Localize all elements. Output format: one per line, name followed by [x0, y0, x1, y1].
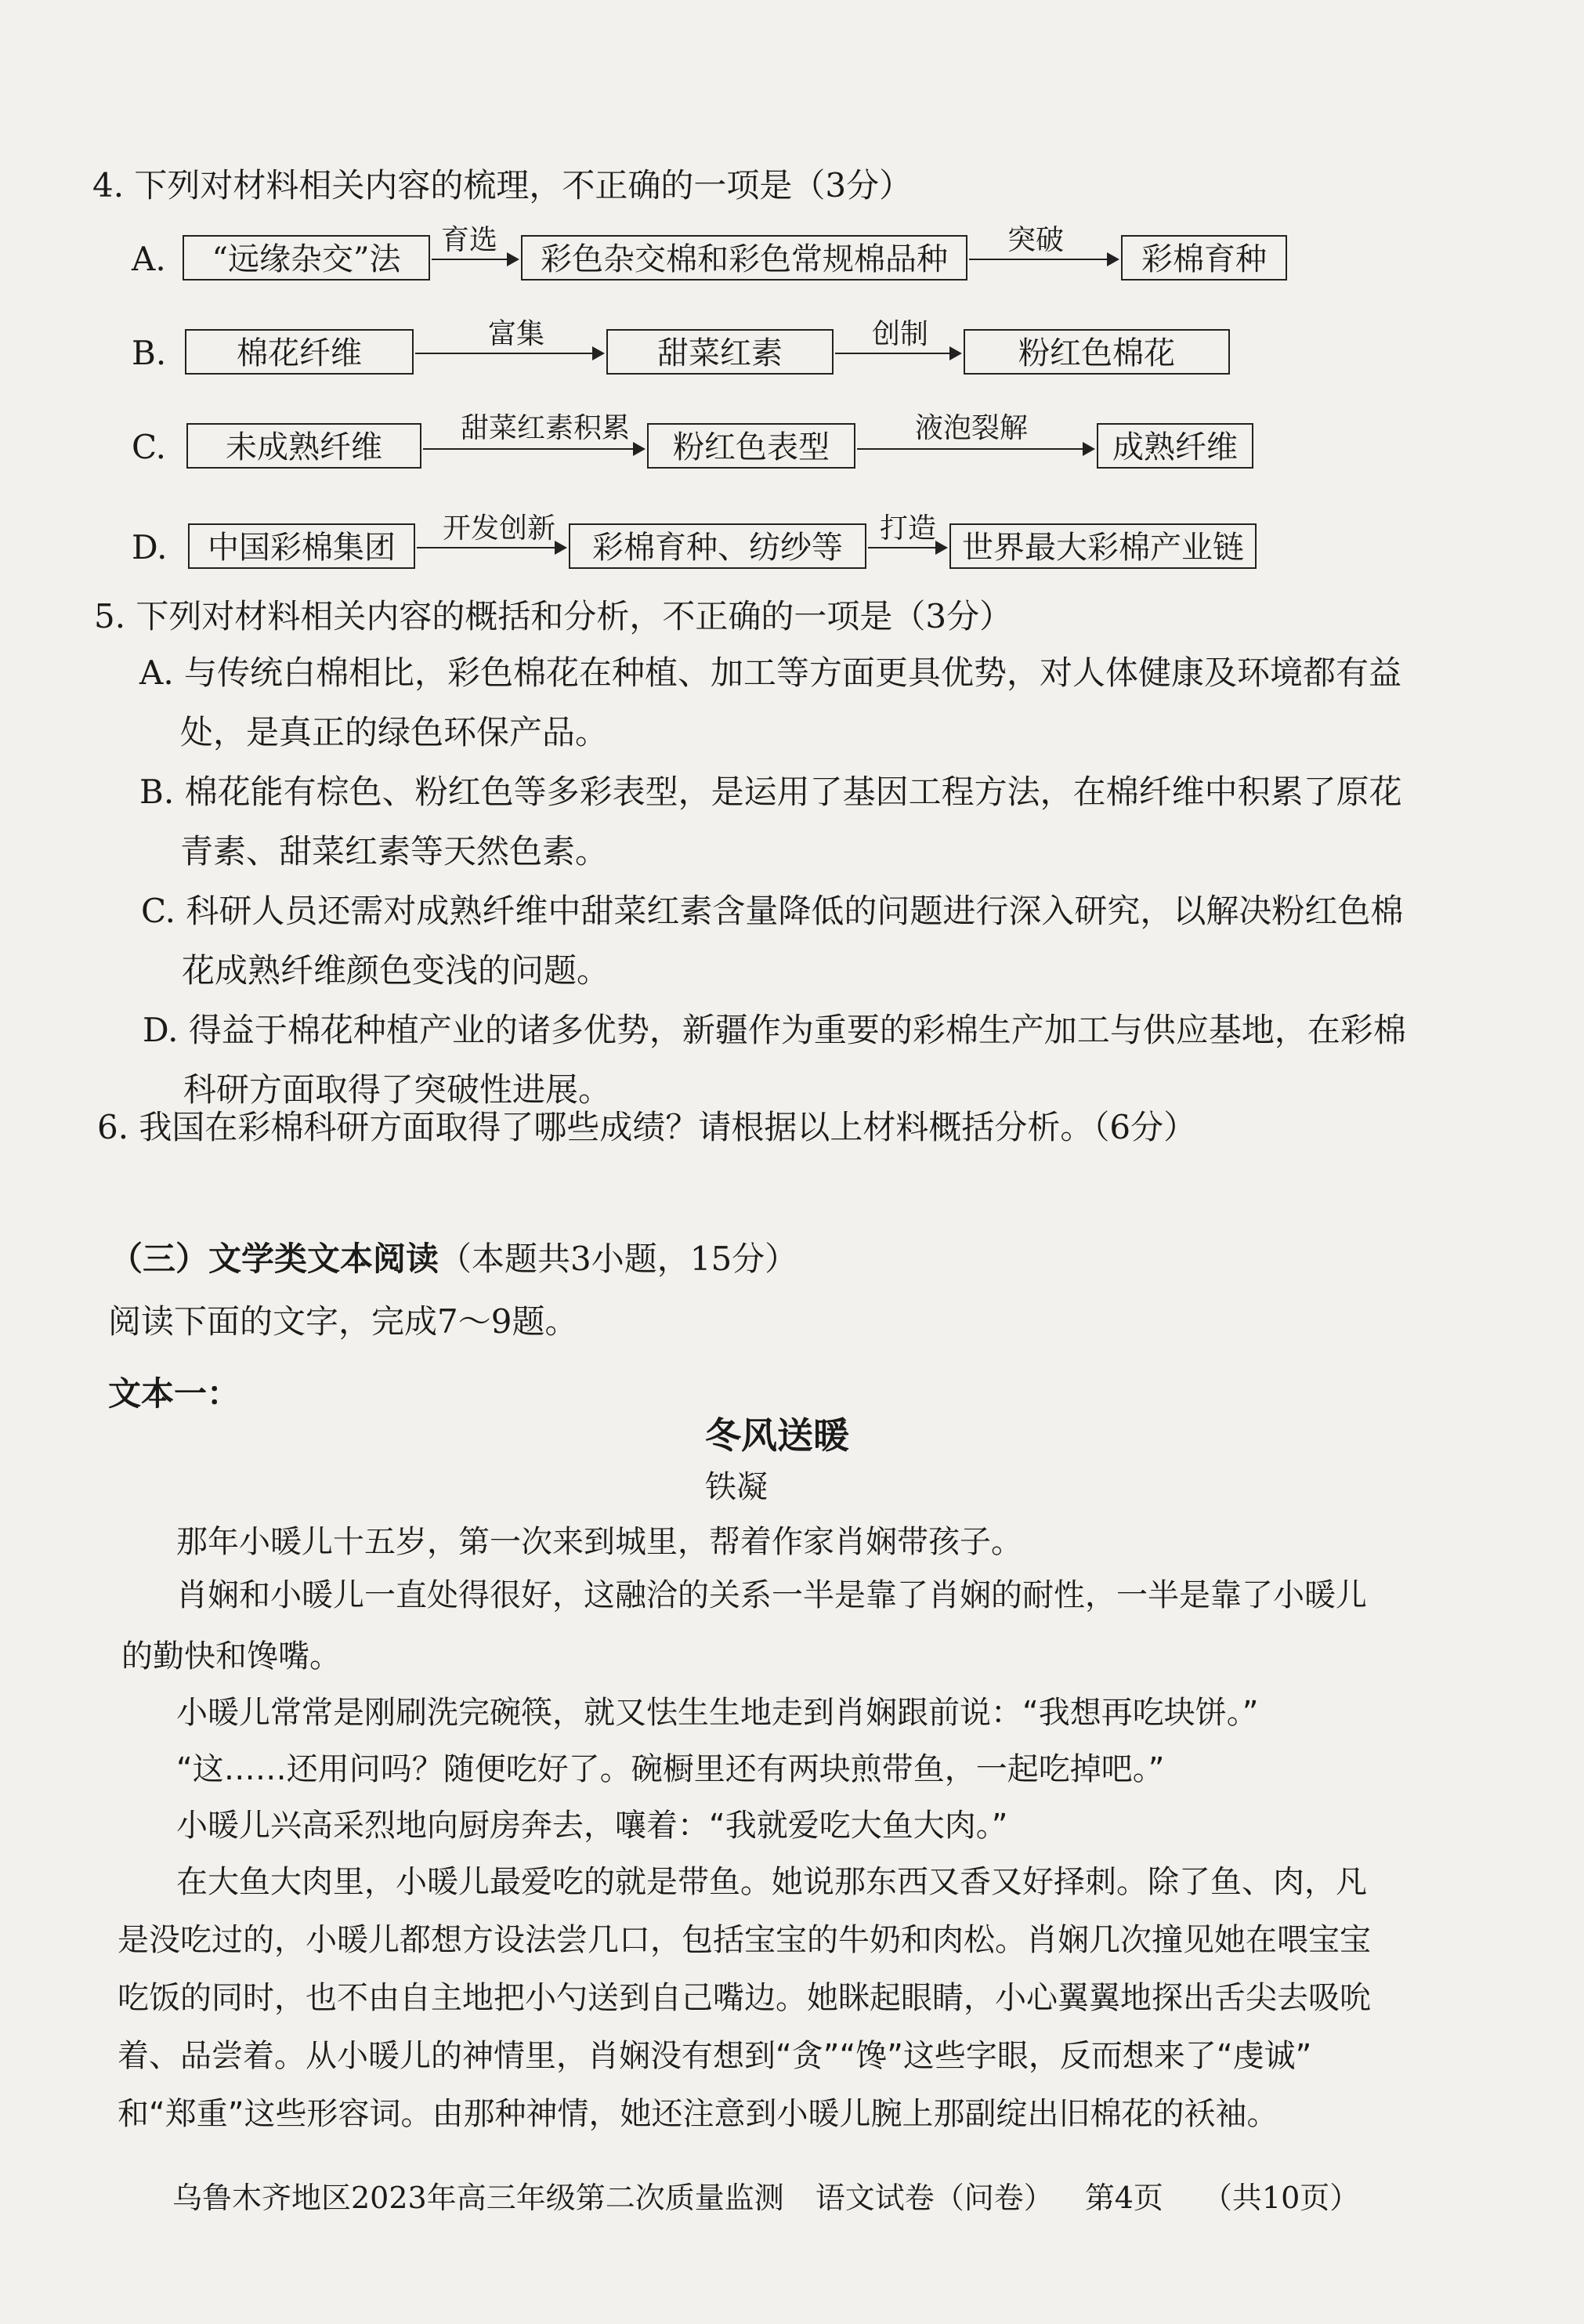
q5-option-c-line1: C. 科研人员还需对成熟纤维中甜菜红素含量降低的问题进行深入研究，以解决粉红色棉 — [141, 892, 1404, 930]
q5-option-b-line1: B. 棉花能有棕色、粉红色等多彩表型，是运用了基因工程方法，在棉纤维中积累了原花 — [139, 773, 1402, 811]
section3-heading — [110, 1238, 797, 1281]
q6-stem: 6. 我国在彩棉科研方面取得了哪些成绩？请根据以上材料概括分析。（6分） — [97, 1108, 1197, 1146]
q5-option-a-line1: A. 与传统白棉相比，彩色棉花在种植、加工等方面更具优势，对人体健康及环境都有益 — [139, 653, 1402, 692]
option-letter: D. — [132, 528, 168, 567]
arrow — [415, 353, 603, 354]
story-line: 着、品尝着。从小暖儿的神情里，肖娴没有想到“贪”“馋”这些字眼，反而想来了“虔诚” — [118, 2038, 1312, 2074]
arrow-label: 突破 — [1007, 224, 1065, 256]
footer-total: （共10页） — [1202, 2181, 1360, 2215]
arrow-label: 育选 — [441, 224, 498, 256]
option-letter: C. — [132, 428, 166, 466]
arrow — [432, 259, 518, 260]
story-line: “这……还用问吗？随便吃好了。碗橱里还有两块煎带鱼，一起吃掉吧。” — [176, 1751, 1165, 1787]
q5-option-c-line2: 花成熟纤维颜色变浅的问题。 — [182, 951, 610, 990]
footer-page: 第4页 — [1084, 2181, 1163, 2215]
story-line: 和“郑重”这些形容词。由那种神情，她还注意到小暖儿腕上那副绽出旧棉花的袄袖。 — [118, 2096, 1278, 2132]
flow-box: “远缘杂交”法 — [183, 235, 430, 281]
flow-box: 彩棉育种 — [1121, 235, 1287, 281]
page-footer — [172, 2174, 1359, 2217]
story-line: 是没吃过的，小暖儿都想方设法尝几口，包括宝宝的牛奶和肉松。肖娴几次撞见她在喂宝宝 — [118, 1922, 1371, 1958]
q4-stem: 4. 下列对材料相关内容的梳理，不正确的一项是（3分） — [92, 166, 913, 205]
arrow — [417, 547, 566, 548]
text-label: 文本一： — [108, 1374, 240, 1413]
q5-stem: 5. 下列对材料相关内容的概括和分析，不正确的一项是（3分） — [94, 597, 1013, 635]
story-line: 小暖儿常常是刚刷洗完碗筷，就又怯生生地走到肖娴跟前说：“我想再吃块饼。” — [176, 1695, 1259, 1731]
arrow — [857, 448, 1094, 450]
q5-option-d-line2: 科研方面取得了突破性进展。 — [183, 1070, 612, 1109]
story-line: 的勤快和馋嘴。 — [121, 1638, 341, 1674]
story-line: 在大鱼大肉里，小暖儿最爱吃的就是带鱼。她说那东西又香又好择刺。除了鱼、肉，凡 — [176, 1864, 1367, 1900]
arrow — [868, 547, 946, 548]
section3-instruction: 阅读下面的文字，完成7～9题。 — [108, 1302, 578, 1341]
flow-box: 彩棉育种、纺纱等 — [569, 523, 866, 569]
footer-exam: 乌鲁木齐地区2023年高三年级第二次质量监测 — [172, 2181, 784, 2215]
flow-box: 未成熟纤维 — [186, 423, 421, 469]
flow-box: 世界最大彩棉产业链 — [949, 523, 1257, 569]
flow-box: 棉花纤维 — [185, 329, 414, 375]
arrow-label: 打造 — [880, 512, 937, 545]
arrow-label: 甜菜红素积累 — [461, 412, 631, 444]
story-line: 那年小暖儿十五岁，第一次来到城里，帮着作家肖娴带孩子。 — [176, 1524, 1022, 1560]
story-title: 冬风送暖 — [705, 1414, 849, 1457]
flow-box: 彩色杂交棉和彩色常规棉品种 — [521, 235, 967, 281]
story-line: 吃饭的同时，也不由自主地把小勺送到自己嘴边。她眯起眼睛，小心翼翼地探出舌尖去吸吮 — [118, 1980, 1371, 2016]
arrow — [969, 259, 1118, 260]
flow-box: 中国彩棉集团 — [188, 523, 415, 569]
flow-box: 粉红色棉花 — [964, 329, 1230, 375]
arrow-label: 液泡裂解 — [915, 412, 1029, 444]
flow-box: 粉红色表型 — [647, 423, 855, 469]
story-line: 肖娴和小暖儿一直处得很好，这融洽的关系一半是靠了肖娴的耐性，一半是靠了小暖儿 — [176, 1577, 1367, 1613]
option-letter: B. — [132, 334, 167, 372]
flow-box: 成熟纤维 — [1097, 423, 1253, 469]
q5-option-d-line1: D. 得益于棉花种植产业的诸多优势，新疆作为重要的彩棉生产加工与供应基地，在彩棉 — [143, 1011, 1406, 1049]
arrow — [835, 353, 960, 354]
section3-title: （三）文学类文本阅读 — [110, 1240, 439, 1278]
arrow-label: 富集 — [488, 318, 545, 350]
q5-option-a-line2: 处，是真正的绿色环保产品。 — [180, 713, 609, 751]
arrow-label: 创制 — [872, 318, 929, 350]
flow-box: 甜菜红素 — [606, 329, 834, 375]
arrow-label: 开发创新 — [443, 512, 556, 545]
story-line: 小暖儿兴高采烈地向厨房奔去，嚷着：“我就爱吃大鱼大肉。” — [176, 1808, 1008, 1844]
arrow — [423, 448, 644, 450]
section3-note: （本题共3小题，15分） — [439, 1240, 798, 1278]
story-author: 铁凝 — [705, 1469, 768, 1505]
q5-option-b-line2: 青素、甜菜红素等天然色素。 — [180, 832, 609, 871]
footer-subject: 语文试卷（问卷） — [815, 2181, 1054, 2215]
option-letter: A. — [132, 240, 166, 278]
